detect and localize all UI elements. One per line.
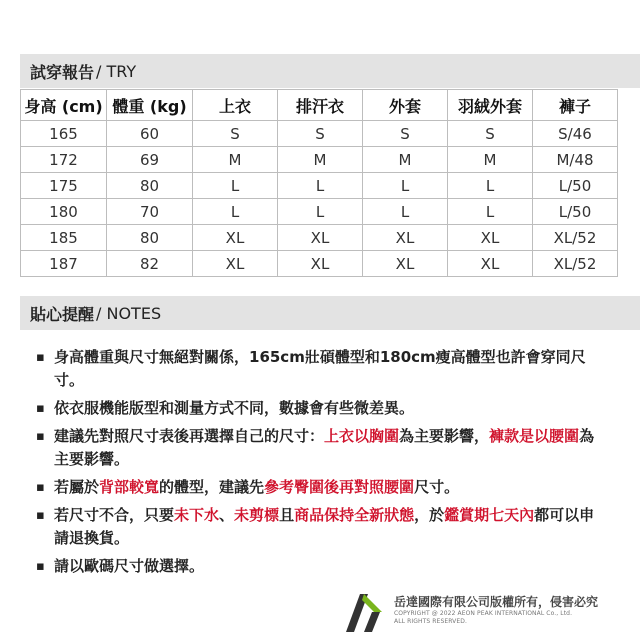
note-text: 若尺寸不合，只要 bbox=[54, 506, 175, 524]
cell-weight: 70 bbox=[107, 199, 193, 225]
table-header-row bbox=[21, 90, 618, 121]
cell-weight: 82 bbox=[107, 251, 193, 277]
note-highlight: 上衣以胸圍 bbox=[324, 427, 400, 445]
note-text: 且 bbox=[279, 506, 295, 524]
header-down-jacket: 羽絨外套 bbox=[448, 90, 533, 121]
cell-jacket: L bbox=[363, 199, 448, 225]
cell-pants: XL/52 bbox=[533, 225, 618, 251]
note-text: ，於 bbox=[414, 506, 445, 524]
note-text: 為主要影響。 bbox=[54, 427, 595, 468]
notes-list bbox=[36, 346, 608, 583]
cell-jacket: M bbox=[363, 147, 448, 173]
note-text: 尺寸。 bbox=[414, 478, 460, 496]
cell-weight: 60 bbox=[107, 121, 193, 147]
cell-height: 187 bbox=[21, 251, 107, 277]
table-row bbox=[21, 225, 618, 251]
cell-height: 180 bbox=[21, 199, 107, 225]
note-text: 都可以申請退換貨。 bbox=[54, 506, 595, 547]
cell-jacket: S bbox=[363, 121, 448, 147]
note-text: 若屬於 bbox=[54, 478, 100, 496]
header-jacket: 外套 bbox=[363, 90, 448, 121]
cell-down-jacket: M bbox=[448, 147, 533, 173]
header-sweat-shirt: 排汗衣 bbox=[278, 90, 363, 121]
cell-height: 172 bbox=[21, 147, 107, 173]
note-text: 的體型，建議先 bbox=[159, 478, 265, 496]
note-highlight: 未下水 bbox=[174, 506, 220, 524]
cell-weight: 69 bbox=[107, 147, 193, 173]
note-highlight: 背部較寬 bbox=[99, 478, 160, 496]
note-text: 請以歐碼尺寸做選擇。 bbox=[54, 557, 205, 575]
table-row bbox=[21, 173, 618, 199]
copyright-zh: 岳達國際有限公司版權所有，侵害必究 bbox=[394, 595, 599, 609]
cell-height: 185 bbox=[21, 225, 107, 251]
cell-sweat-shirt: L bbox=[278, 173, 363, 199]
aeon-peak-logo-icon bbox=[342, 590, 386, 634]
header-pants: 褲子 bbox=[533, 90, 618, 121]
table-row bbox=[21, 121, 618, 147]
try-title-zh: 試穿報告 bbox=[30, 62, 95, 82]
note-text: 為主要影響， bbox=[399, 427, 490, 445]
notes-title-zh: 貼心提醒 bbox=[30, 304, 95, 324]
cell-top: L bbox=[193, 173, 278, 199]
note-item bbox=[36, 476, 608, 499]
table-row bbox=[21, 147, 618, 173]
note-item bbox=[36, 555, 608, 578]
cell-pants: S/46 bbox=[533, 121, 618, 147]
cell-weight: 80 bbox=[107, 173, 193, 199]
header-weight: 體重 (kg) bbox=[107, 90, 193, 121]
note-text: 身高體重與尺寸無絕對關係，165cm壯碩體型和180cm瘦高體型也許會穿同尺寸。 bbox=[54, 348, 586, 389]
cell-top: S bbox=[193, 121, 278, 147]
table-row bbox=[21, 251, 618, 277]
cell-pants: XL/52 bbox=[533, 251, 618, 277]
note-item bbox=[36, 504, 608, 550]
copyright-en-line2: ALL RIGHTS RESERVED. bbox=[394, 618, 468, 625]
cell-jacket: XL bbox=[363, 251, 448, 277]
cell-sweat-shirt: XL bbox=[278, 251, 363, 277]
cell-down-jacket: XL bbox=[448, 225, 533, 251]
note-highlight: 褲款是以腰圍 bbox=[489, 427, 580, 445]
note-item bbox=[36, 346, 608, 392]
cell-top: XL bbox=[193, 251, 278, 277]
cell-top: XL bbox=[193, 225, 278, 251]
try-title-en: / TRY bbox=[96, 61, 137, 81]
header-height: 身高 (cm) bbox=[21, 90, 107, 121]
cell-sweat-shirt: XL bbox=[278, 225, 363, 251]
try-size-table bbox=[20, 89, 618, 277]
note-text: 、 bbox=[219, 506, 235, 524]
cell-sweat-shirt: S bbox=[278, 121, 363, 147]
cell-down-jacket: S bbox=[448, 121, 533, 147]
notes-header bbox=[20, 296, 640, 330]
cell-height: 165 bbox=[21, 121, 107, 147]
cell-sweat-shirt: L bbox=[278, 199, 363, 225]
note-highlight: 鑑賞期七天內 bbox=[444, 506, 535, 524]
header-top: 上衣 bbox=[193, 90, 278, 121]
cell-top: L bbox=[193, 199, 278, 225]
cell-height: 175 bbox=[21, 173, 107, 199]
note-text: 建議先對照尺寸表後再選擇自己的尺寸： bbox=[54, 427, 325, 445]
cell-pants: M/48 bbox=[533, 147, 618, 173]
note-highlight: 參考臀圍後再對照腰圍 bbox=[264, 478, 415, 496]
cell-weight: 80 bbox=[107, 225, 193, 251]
cell-down-jacket: L bbox=[448, 173, 533, 199]
note-item bbox=[36, 425, 608, 471]
table-row bbox=[21, 199, 618, 225]
cell-jacket: L bbox=[363, 173, 448, 199]
cell-sweat-shirt: M bbox=[278, 147, 363, 173]
cell-pants: L/50 bbox=[533, 173, 618, 199]
try-report-header bbox=[20, 54, 640, 88]
copyright-en-line1: COPYRIGHT @ 2022 AEON PEAK INTERNATIONAL Co., Ltd. bbox=[394, 610, 573, 617]
note-highlight: 商品保持全新狀態 bbox=[294, 506, 415, 524]
cell-jacket: XL bbox=[363, 225, 448, 251]
note-text: 依衣服機能版型和測量方式不同，數據會有些微差異。 bbox=[54, 399, 415, 417]
note-highlight: 未剪標 bbox=[234, 506, 280, 524]
copyright-block bbox=[394, 594, 634, 626]
note-item bbox=[36, 397, 608, 420]
cell-down-jacket: XL bbox=[448, 251, 533, 277]
cell-top: M bbox=[193, 147, 278, 173]
cell-pants: L/50 bbox=[533, 199, 618, 225]
notes-title-en: / NOTES bbox=[96, 303, 162, 323]
cell-down-jacket: L bbox=[448, 199, 533, 225]
